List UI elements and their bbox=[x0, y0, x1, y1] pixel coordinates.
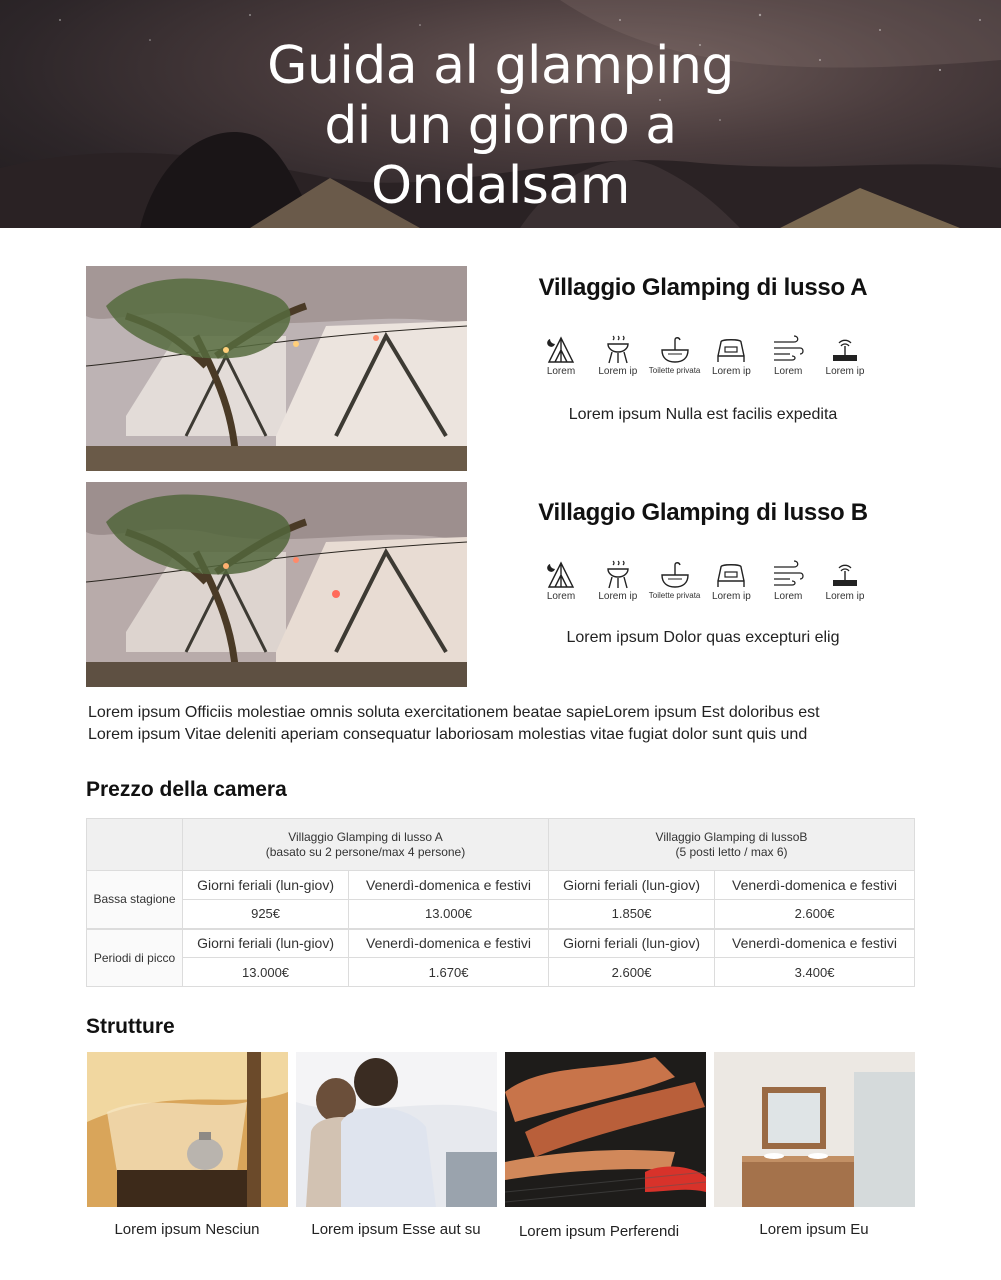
table-row bbox=[87, 958, 915, 987]
amenity-item bbox=[760, 559, 816, 615]
amenity-item bbox=[760, 334, 816, 390]
amenity-item bbox=[590, 334, 646, 390]
title-line-2: di un giorno a bbox=[324, 96, 677, 156]
weekday-label: Giorni feriali (lun-giov) bbox=[183, 871, 349, 900]
table-row bbox=[87, 929, 915, 958]
village-b-description: Lorem ipsum Dolor quas excepturi elig bbox=[566, 629, 840, 646]
village-a-description: Lorem ipsum Nulla est facilis expedita bbox=[568, 406, 838, 423]
village-a-title: Villaggio Glamping di lusso A bbox=[538, 274, 868, 301]
facilities-section-title: Strutture bbox=[86, 1015, 175, 1038]
amenity-item bbox=[703, 559, 759, 615]
weekday-label: Giorni feriali (lun-giov) bbox=[548, 871, 714, 900]
page-title bbox=[0, 36, 1001, 216]
amenity-label: Toilette privata bbox=[648, 591, 701, 600]
wifi-router-icon bbox=[829, 559, 861, 589]
price-cell: 3.400€ bbox=[715, 958, 915, 987]
village-a-photo bbox=[86, 266, 467, 471]
weekend-label: Venerdì-domenica e festivi bbox=[715, 929, 915, 958]
amenity-item bbox=[533, 559, 589, 615]
season-label: Periodi di picco bbox=[87, 929, 183, 987]
amenity-item bbox=[590, 559, 646, 615]
amenity-label: Toilette privata bbox=[648, 366, 701, 375]
header-title: Villaggio Glamping di lussoB bbox=[655, 829, 808, 844]
village-b-header bbox=[548, 819, 914, 871]
price-cell: 2.600€ bbox=[715, 900, 915, 929]
facility-photo-tent-interior bbox=[87, 1052, 288, 1207]
facility-caption: Lorem ipsum Esse aut su bbox=[311, 1221, 481, 1238]
amenity-item bbox=[817, 559, 873, 615]
header-subtitle: (5 posti letto / max 6) bbox=[675, 844, 788, 859]
weekend-label: Venerdì-domenica e festivi bbox=[715, 871, 915, 900]
bbq-grill-icon bbox=[602, 334, 634, 364]
air-conditioner-icon bbox=[772, 559, 804, 589]
amenity-label: Lorem ip bbox=[598, 591, 638, 602]
table-corner-cell bbox=[87, 819, 183, 871]
amenity-label: Lorem ip bbox=[711, 366, 751, 377]
price-cell: 2.600€ bbox=[548, 958, 714, 987]
price-table bbox=[86, 818, 915, 987]
price-cell: 13.000€ bbox=[183, 958, 349, 987]
sink-icon bbox=[659, 334, 691, 364]
amenity-item bbox=[817, 334, 873, 390]
price-cell: 13.000€ bbox=[349, 900, 549, 929]
bed-icon bbox=[715, 334, 747, 364]
facility-caption: Lorem ipsum Nesciun bbox=[114, 1221, 260, 1238]
amenity-label: Lorem bbox=[546, 366, 576, 377]
weekend-label: Venerdì-domenica e festivi bbox=[349, 929, 549, 958]
table-row bbox=[87, 871, 915, 900]
price-cell: 1.670€ bbox=[349, 958, 549, 987]
village-a-amenities bbox=[533, 334, 873, 390]
tent-night-icon bbox=[545, 559, 577, 589]
paragraph-line: Lorem ipsum Vitae deleniti aperiam consequatur laboriosam molestias vitae fugiat dolor sunt quis und bbox=[88, 726, 808, 743]
amenity-label: Lorem bbox=[774, 366, 803, 377]
hero-banner bbox=[0, 0, 1001, 228]
amenity-label: Lorem ip bbox=[598, 366, 638, 377]
amenity-label: Lorem ip bbox=[825, 591, 865, 602]
tent-night-icon bbox=[545, 334, 577, 364]
price-cell: 925€ bbox=[183, 900, 349, 929]
season-label: Bassa stagione bbox=[87, 871, 183, 929]
village-a-header bbox=[183, 819, 549, 871]
amenity-item bbox=[647, 559, 703, 615]
weekend-label: Venerdì-domenica e festivi bbox=[349, 871, 549, 900]
paragraph-line: Lorem ipsum Officiis molestiae omnis soluta exercitationem beatae sapieLorem ipsum Est doloribus est bbox=[88, 704, 820, 721]
table-header-row bbox=[87, 819, 915, 871]
weekday-label: Giorni feriali (lun-giov) bbox=[548, 929, 714, 958]
bed-icon bbox=[715, 559, 747, 589]
amenity-label: Lorem bbox=[546, 591, 576, 602]
facility-photo-bbq bbox=[505, 1052, 706, 1207]
bbq-grill-icon bbox=[602, 559, 634, 589]
air-conditioner-icon bbox=[772, 334, 804, 364]
amenity-item bbox=[703, 334, 759, 390]
weekday-label: Giorni feriali (lun-giov) bbox=[183, 929, 349, 958]
header-title: Villaggio Glamping di lusso A bbox=[288, 829, 443, 844]
title-line-3: Ondalsam bbox=[371, 156, 630, 216]
village-b-photo bbox=[86, 482, 467, 687]
title-line-1: Guida al glamping bbox=[267, 36, 734, 96]
amenity-item bbox=[533, 334, 589, 390]
intro-paragraph bbox=[88, 702, 918, 746]
facility-caption: Lorem ipsum Eu bbox=[759, 1221, 869, 1238]
village-b-amenities bbox=[533, 559, 873, 615]
facility-photo-couple bbox=[296, 1052, 497, 1207]
price-cell: 1.850€ bbox=[548, 900, 714, 929]
facility-photo-bathroom bbox=[714, 1052, 915, 1207]
amenity-label: Lorem ip bbox=[825, 366, 865, 377]
village-b-title: Villaggio Glamping di lusso B bbox=[538, 499, 868, 526]
pricing-section-title: Prezzo della camera bbox=[86, 778, 287, 801]
sink-icon bbox=[659, 559, 691, 589]
facility-caption: Lorem ipsum Perferendi bbox=[518, 1223, 680, 1240]
amenity-item bbox=[647, 334, 703, 390]
amenity-label: Lorem ip bbox=[711, 591, 751, 602]
header-subtitle: (basato su 2 persone/max 4 persone) bbox=[265, 844, 466, 859]
amenity-label: Lorem bbox=[774, 591, 803, 602]
wifi-router-icon bbox=[829, 334, 861, 364]
table-row bbox=[87, 900, 915, 929]
